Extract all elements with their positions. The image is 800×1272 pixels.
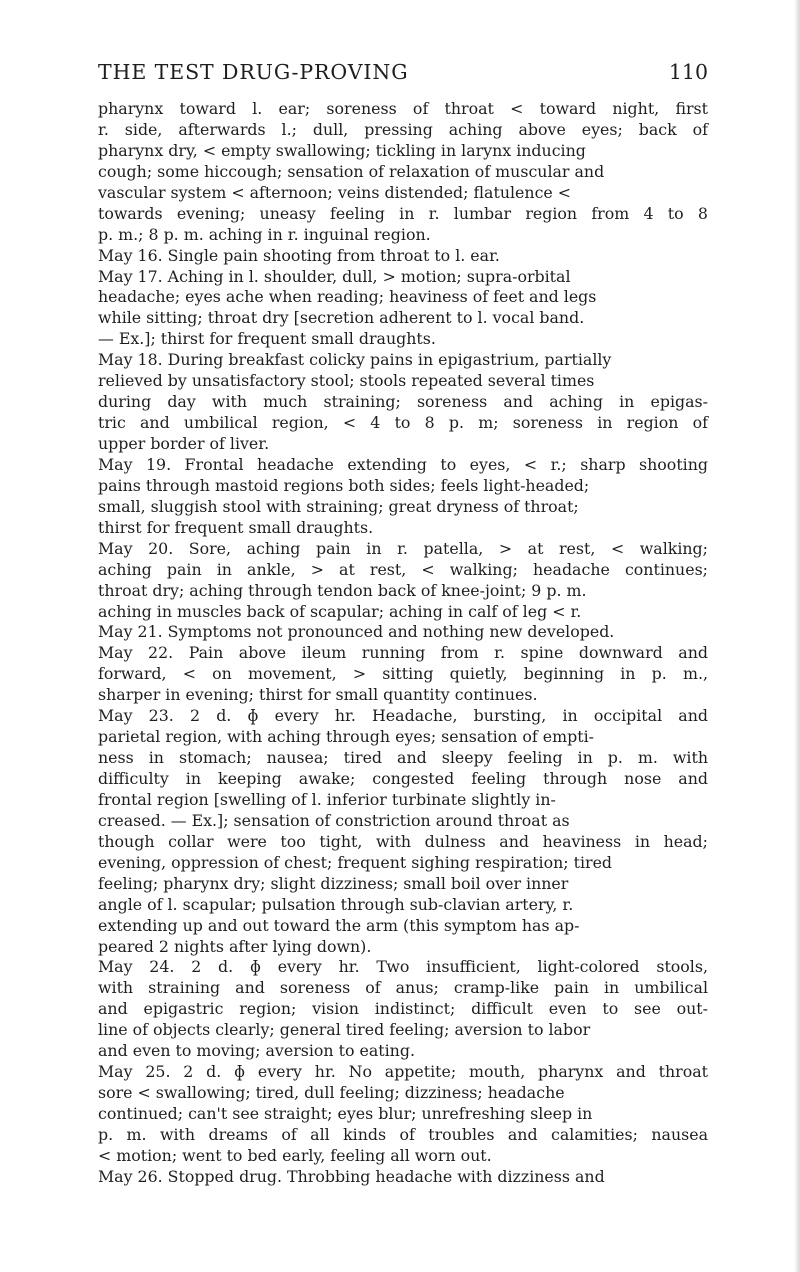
text-line: May 21. Symptoms not pronounced and nothing new developed. — [98, 622, 615, 642]
text-line: headache; eyes ache when reading; heaviness of feet and legs — [98, 287, 597, 307]
text-line: creased. — Ex.]; sensation of constriction around throat as — [98, 810, 570, 830]
text-line: pharynx dry, < empty swallowing; tickling in larynx inducing — [98, 140, 586, 160]
text-line: aching in muscles back of scapular; aching in calf of leg < r. — [98, 601, 582, 621]
text-line: May 16. Single pain shooting from throat to l. ear. — [98, 245, 500, 265]
text-line: May 24. 2 d. ɸ every hr. Two insufficient, light-colored stools, — [98, 957, 708, 977]
text-line: May 17. Aching in l. shoulder, dull, > motion; supra-orbital — [98, 266, 571, 286]
text-line: p. m. with dreams of all kinds of troubles and calamities; nausea — [98, 1124, 708, 1144]
text-line: forward, < on movement, > sitting quietly, beginning in p. m., — [98, 664, 708, 684]
body-text — [98, 99, 758, 1188]
text-line: ness in stomach; nausea; tired and sleepy feeling in p. m. with — [98, 748, 708, 768]
text-line: small, sluggish stool with straining; great dryness of throat; — [98, 496, 579, 516]
text-line: during day with much straining; soreness and aching in epigas- — [98, 392, 708, 412]
text-line: evening, oppression of chest; frequent sighing respiration; tired — [98, 852, 613, 872]
page-number: 110 — [668, 60, 708, 84]
page-edge-shadow — [794, 0, 800, 1272]
text-line: continued; can't see straight; eyes blur; unrefreshing sleep in — [98, 1104, 593, 1123]
text-line: cough; some hiccough; sensation of relaxation of muscular and — [98, 161, 605, 181]
text-line: May 25. 2 d. ɸ every hr. No appetite; mouth, pharynx and throat — [98, 1062, 708, 1082]
text-line: May 23. 2 d. ɸ every hr. Headache, bursting, in occipital and — [98, 706, 708, 726]
text-line: sore < swallowing; tired, dull feeling; dizziness; headache — [98, 1083, 565, 1103]
text-line: throat dry; aching through tendon back of knee-joint; 9 p. m. — [98, 580, 587, 600]
text-line: May 19. Frontal headache extending to eyes, < r.; sharp shooting — [98, 454, 708, 474]
text-line: thirst for frequent small draughts. — [98, 517, 374, 537]
text-line: line of objects clearly; general tired feeling; aversion to labor — [98, 1020, 591, 1040]
text-line: aching pain in ankle, > at rest, < walking; headache continues; — [98, 559, 708, 579]
text-line: tric and umbilical region, < 4 to 8 p. m; soreness in region of — [98, 413, 708, 433]
text-line: angle of l. scapular; pulsation through sub-clavian artery, r. — [98, 894, 574, 914]
text-line: frontal region [swelling of l. inferior turbinate slightly in- — [98, 789, 556, 809]
text-line: though collar were too tight, with dulness and heaviness in head; — [98, 831, 708, 851]
text-line: pains through mastoid regions both sides; feels light-headed; — [98, 475, 590, 495]
text-line: vascular system < afternoon; veins distended; flatulence < — [98, 182, 572, 202]
text-line: while sitting; throat dry [secretion adherent to l. vocal band. — [98, 308, 585, 328]
text-line: with straining and soreness of anus; cramp-like pain in umbilical — [98, 978, 708, 998]
text-line: May 26. Stopped drug. Throbbing headache with dizziness and — [98, 1166, 605, 1186]
text-line: r. side, afterwards l.; dull, pressing aching above eyes; back of — [98, 119, 708, 139]
text-line: towards evening; uneasy feeling in r. lumbar region from 4 to 8 — [98, 203, 708, 223]
running-head — [98, 60, 708, 90]
text-line: peared 2 nights after lying down). — [98, 936, 372, 956]
text-line: difficulty in keeping awake; congested feeling through nose and — [98, 769, 708, 788]
text-line: < motion; went to bed early, feeling all worn out. — [98, 1145, 492, 1165]
text-line: May 20. Sore, aching pain in r. patella, > at rest, < walking; — [98, 538, 708, 558]
text-line: and epigastric region; vision indistinct; difficult even to see out- — [98, 999, 708, 1019]
text-line: parietal region, with aching through eyes; sensation of empti- — [98, 727, 594, 747]
text-line: May 22. Pain above ileum running from r. spine downward and — [98, 643, 708, 663]
text-line: feeling; pharynx dry; slight dizziness; small boil over inner — [98, 873, 569, 893]
text-line: sharper in evening; thirst for small quantity continues. — [98, 685, 538, 705]
running-head-title: THE TEST DRUG-PROVING — [98, 60, 409, 84]
text-line: extending up and out toward the arm (this symptom has ap- — [98, 915, 580, 935]
text-line: p. m.; 8 p. m. aching in r. inguinal region. — [98, 224, 431, 244]
text-line: upper border of liver. — [98, 434, 270, 453]
text-line: relieved by unsatisfactory stool; stools repeated several times — [98, 371, 595, 391]
text-line: pharynx toward l. ear; soreness of throat < toward night, first — [98, 99, 708, 118]
text-line: May 18. During breakfast colicky pains in epigastrium, partially — [98, 350, 612, 370]
text-line: and even to moving; aversion to eating. — [98, 1041, 415, 1061]
text-line: — Ex.]; thirst for frequent small draughts. — [98, 329, 436, 349]
